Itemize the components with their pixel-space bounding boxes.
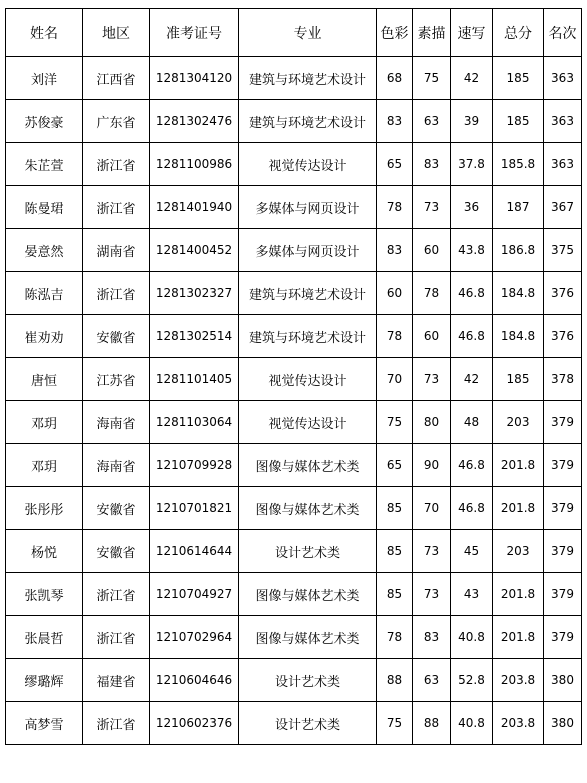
cell-exam-id: 1281302327 xyxy=(150,272,239,315)
cell-color-score: 65 xyxy=(377,143,413,186)
cell-exam-id: 1210704927 xyxy=(150,573,239,616)
table-row xyxy=(6,186,582,229)
cell-quick-sketch-score: 42 xyxy=(451,57,493,100)
cell-name: 唐恒 xyxy=(6,358,83,401)
cell-name: 张彤彤 xyxy=(6,487,83,530)
score-table-container xyxy=(5,8,582,745)
table-row xyxy=(6,702,582,745)
cell-major: 图像与媒体艺术类 xyxy=(239,444,377,487)
cell-exam-id: 1210604646 xyxy=(150,659,239,702)
cell-major: 视觉传达设计 xyxy=(239,143,377,186)
cell-exam-id: 1281302476 xyxy=(150,100,239,143)
cell-total-score: 203 xyxy=(493,401,544,444)
table-row xyxy=(6,573,582,616)
cell-region: 浙江省 xyxy=(83,143,150,186)
cell-sketch-score: 83 xyxy=(413,616,451,659)
cell-quick-sketch-score: 52.8 xyxy=(451,659,493,702)
table-row xyxy=(6,444,582,487)
cell-color-score: 65 xyxy=(377,444,413,487)
cell-total-score: 185.8 xyxy=(493,143,544,186)
cell-rank: 379 xyxy=(544,530,582,573)
cell-region: 安徽省 xyxy=(83,530,150,573)
cell-total-score: 201.8 xyxy=(493,573,544,616)
table-row xyxy=(6,57,582,100)
cell-region: 浙江省 xyxy=(83,702,150,745)
cell-region: 湖南省 xyxy=(83,229,150,272)
cell-quick-sketch-score: 37.8 xyxy=(451,143,493,186)
cell-quick-sketch-score: 36 xyxy=(451,186,493,229)
cell-color-score: 88 xyxy=(377,659,413,702)
cell-quick-sketch-score: 46.8 xyxy=(451,487,493,530)
header-total: 总分 xyxy=(493,9,544,57)
cell-major: 视觉传达设计 xyxy=(239,401,377,444)
cell-major: 图像与媒体艺术类 xyxy=(239,616,377,659)
cell-rank: 380 xyxy=(544,702,582,745)
cell-total-score: 201.8 xyxy=(493,444,544,487)
cell-total-score: 201.8 xyxy=(493,487,544,530)
cell-name: 刘洋 xyxy=(6,57,83,100)
cell-region: 海南省 xyxy=(83,444,150,487)
cell-rank: 379 xyxy=(544,616,582,659)
cell-total-score: 184.8 xyxy=(493,315,544,358)
cell-color-score: 78 xyxy=(377,186,413,229)
cell-region: 安徽省 xyxy=(83,487,150,530)
cell-sketch-score: 63 xyxy=(413,659,451,702)
cell-total-score: 203 xyxy=(493,530,544,573)
cell-quick-sketch-score: 45 xyxy=(451,530,493,573)
table-row xyxy=(6,530,582,573)
cell-rank: 363 xyxy=(544,100,582,143)
cell-rank: 380 xyxy=(544,659,582,702)
table-row xyxy=(6,229,582,272)
cell-rank: 376 xyxy=(544,315,582,358)
cell-region: 福建省 xyxy=(83,659,150,702)
cell-exam-id: 1210602376 xyxy=(150,702,239,745)
cell-major: 建筑与环境艺术设计 xyxy=(239,57,377,100)
cell-region: 江苏省 xyxy=(83,358,150,401)
cell-exam-id: 1210709928 xyxy=(150,444,239,487)
cell-name: 缪璐辉 xyxy=(6,659,83,702)
cell-major: 视觉传达设计 xyxy=(239,358,377,401)
cell-quick-sketch-score: 46.8 xyxy=(451,444,493,487)
cell-color-score: 85 xyxy=(377,487,413,530)
table-body xyxy=(6,57,582,745)
cell-rank: 363 xyxy=(544,57,582,100)
cell-sketch-score: 73 xyxy=(413,358,451,401)
cell-name: 陈曼珺 xyxy=(6,186,83,229)
cell-name: 邓玥 xyxy=(6,401,83,444)
cell-name: 朱芷萱 xyxy=(6,143,83,186)
table-row xyxy=(6,659,582,702)
cell-color-score: 83 xyxy=(377,229,413,272)
cell-major: 图像与媒体艺术类 xyxy=(239,487,377,530)
cell-region: 浙江省 xyxy=(83,272,150,315)
table-row xyxy=(6,616,582,659)
cell-sketch-score: 60 xyxy=(413,229,451,272)
cell-color-score: 68 xyxy=(377,57,413,100)
cell-rank: 363 xyxy=(544,143,582,186)
cell-quick-sketch-score: 46.8 xyxy=(451,315,493,358)
cell-quick-sketch-score: 39 xyxy=(451,100,493,143)
cell-sketch-score: 73 xyxy=(413,573,451,616)
cell-total-score: 184.8 xyxy=(493,272,544,315)
cell-color-score: 85 xyxy=(377,530,413,573)
cell-color-score: 78 xyxy=(377,616,413,659)
cell-name: 苏俊豪 xyxy=(6,100,83,143)
cell-quick-sketch-score: 40.8 xyxy=(451,702,493,745)
cell-color-score: 75 xyxy=(377,401,413,444)
cell-color-score: 70 xyxy=(377,358,413,401)
cell-total-score: 203.8 xyxy=(493,659,544,702)
cell-sketch-score: 60 xyxy=(413,315,451,358)
cell-sketch-score: 83 xyxy=(413,143,451,186)
cell-exam-id: 1281101405 xyxy=(150,358,239,401)
cell-rank: 376 xyxy=(544,272,582,315)
table-row xyxy=(6,143,582,186)
cell-total-score: 203.8 xyxy=(493,702,544,745)
cell-sketch-score: 63 xyxy=(413,100,451,143)
cell-rank: 375 xyxy=(544,229,582,272)
cell-rank: 379 xyxy=(544,573,582,616)
cell-exam-id: 1281100986 xyxy=(150,143,239,186)
cell-name: 高梦雪 xyxy=(6,702,83,745)
cell-name: 陈泓吉 xyxy=(6,272,83,315)
cell-major: 多媒体与网页设计 xyxy=(239,186,377,229)
cell-major: 建筑与环境艺术设计 xyxy=(239,272,377,315)
table-row xyxy=(6,358,582,401)
cell-major: 设计艺术类 xyxy=(239,659,377,702)
cell-region: 江西省 xyxy=(83,57,150,100)
cell-rank: 367 xyxy=(544,186,582,229)
header-rank: 名次 xyxy=(544,9,582,57)
cell-sketch-score: 88 xyxy=(413,702,451,745)
cell-major: 建筑与环境艺术设计 xyxy=(239,315,377,358)
cell-name: 杨悦 xyxy=(6,530,83,573)
cell-sketch-score: 73 xyxy=(413,530,451,573)
cell-region: 浙江省 xyxy=(83,186,150,229)
cell-sketch-score: 80 xyxy=(413,401,451,444)
cell-exam-id: 1281401940 xyxy=(150,186,239,229)
table-row xyxy=(6,100,582,143)
cell-exam-id: 1281302514 xyxy=(150,315,239,358)
cell-sketch-score: 78 xyxy=(413,272,451,315)
cell-rank: 379 xyxy=(544,487,582,530)
header-color: 色彩 xyxy=(377,9,413,57)
header-row xyxy=(6,9,582,57)
header-quick-sketch: 速写 xyxy=(451,9,493,57)
cell-major: 多媒体与网页设计 xyxy=(239,229,377,272)
cell-name: 邓玥 xyxy=(6,444,83,487)
cell-total-score: 187 xyxy=(493,186,544,229)
cell-major: 设计艺术类 xyxy=(239,702,377,745)
cell-exam-id: 1210702964 xyxy=(150,616,239,659)
header-sketch: 素描 xyxy=(413,9,451,57)
cell-color-score: 78 xyxy=(377,315,413,358)
table-row xyxy=(6,401,582,444)
cell-sketch-score: 70 xyxy=(413,487,451,530)
cell-quick-sketch-score: 43.8 xyxy=(451,229,493,272)
table-row xyxy=(6,487,582,530)
header-exam-id: 准考证号 xyxy=(150,9,239,57)
cell-rank: 379 xyxy=(544,401,582,444)
cell-region: 浙江省 xyxy=(83,616,150,659)
cell-sketch-score: 75 xyxy=(413,57,451,100)
cell-rank: 378 xyxy=(544,358,582,401)
cell-name: 张晨哲 xyxy=(6,616,83,659)
cell-region: 浙江省 xyxy=(83,573,150,616)
cell-region: 广东省 xyxy=(83,100,150,143)
cell-quick-sketch-score: 42 xyxy=(451,358,493,401)
cell-exam-id: 1281304120 xyxy=(150,57,239,100)
cell-exam-id: 1281400452 xyxy=(150,229,239,272)
cell-name: 晏意然 xyxy=(6,229,83,272)
cell-color-score: 83 xyxy=(377,100,413,143)
cell-major: 图像与媒体艺术类 xyxy=(239,573,377,616)
cell-total-score: 186.8 xyxy=(493,229,544,272)
header-name: 姓名 xyxy=(6,9,83,57)
cell-region: 海南省 xyxy=(83,401,150,444)
cell-exam-id: 1281103064 xyxy=(150,401,239,444)
cell-color-score: 85 xyxy=(377,573,413,616)
cell-total-score: 201.8 xyxy=(493,616,544,659)
cell-exam-id: 1210614644 xyxy=(150,530,239,573)
cell-sketch-score: 90 xyxy=(413,444,451,487)
header-region: 地区 xyxy=(83,9,150,57)
cell-total-score: 185 xyxy=(493,100,544,143)
cell-total-score: 185 xyxy=(493,57,544,100)
cell-name: 崔劝劝 xyxy=(6,315,83,358)
cell-quick-sketch-score: 48 xyxy=(451,401,493,444)
cell-quick-sketch-score: 46.8 xyxy=(451,272,493,315)
cell-quick-sketch-score: 40.8 xyxy=(451,616,493,659)
cell-major: 设计艺术类 xyxy=(239,530,377,573)
cell-total-score: 185 xyxy=(493,358,544,401)
table-header xyxy=(6,9,582,57)
cell-color-score: 75 xyxy=(377,702,413,745)
cell-sketch-score: 73 xyxy=(413,186,451,229)
cell-quick-sketch-score: 43 xyxy=(451,573,493,616)
table-row xyxy=(6,272,582,315)
header-major: 专业 xyxy=(239,9,377,57)
cell-color-score: 60 xyxy=(377,272,413,315)
cell-name: 张凯琴 xyxy=(6,573,83,616)
score-table xyxy=(5,8,582,745)
cell-major: 建筑与环境艺术设计 xyxy=(239,100,377,143)
table-row xyxy=(6,315,582,358)
cell-rank: 379 xyxy=(544,444,582,487)
cell-region: 安徽省 xyxy=(83,315,150,358)
cell-exam-id: 1210701821 xyxy=(150,487,239,530)
